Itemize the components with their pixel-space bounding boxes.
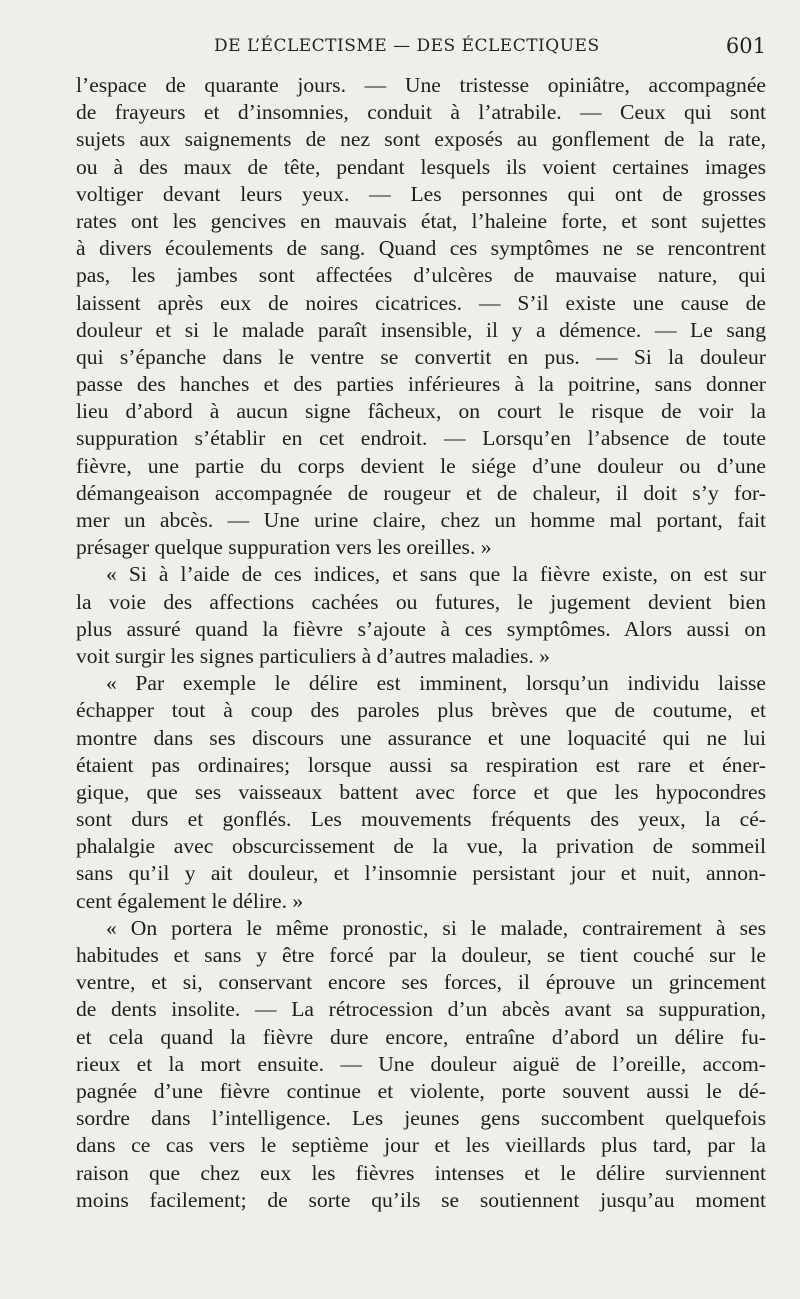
text-line: voltiger devant leurs yeux. — Les personnes qui ont de grosses [76,181,766,206]
text-line: « On portera le même pronostic, si le malade, contrairement à ses [106,915,766,940]
page-number: 601 [725,34,766,58]
text-line: gique, que ses vaisseaux battent avec force et que les hypocondres [76,779,766,804]
running-title: DE L’ÉCLECTISME — DES ÉCLECTIQUES [214,36,600,56]
text-line: sujets aux saignements de nez sont exposés au gonflement de la rate, [76,127,766,152]
text-line: ou à des maux de tête, pendant lesquels ils voient certaines images [76,154,766,179]
text-line: sans qu’il y ait douleur, et l’insomnie persistant jour et nuit, annon- [76,861,766,886]
text-line: passe des hanches et des parties inférieures à la poitrine, sans donner [76,372,766,397]
text-line: habitudes et sans y être forcé par la douleur, se tient couché sur le [76,943,766,967]
text-line: dans ce cas vers le septième jour et les vieillards plus tard, par la [76,1133,766,1158]
text-line: voit surgir les signes particuliers à d’autres maladies. » [76,643,550,668]
text-line: la voie des affections cachées ou futures, le jugement devient bien [76,589,766,614]
text-line: moins facilement; de sorte qu’ils se soutiennent jusqu’au moment [76,1187,766,1212]
text-line: sont durs et gonflés. Les mouvements fréquents des yeux, la cé- [76,807,766,832]
text-line: montre dans ses discours une assurance et une loquacité qui ne lui [76,725,766,750]
text-line: « Si à l’aide de ces indices, et sans que la fièvre existe, on est sur [106,562,766,587]
paragraph [76,670,766,915]
text-line: raison que chez eux les fièvres intenses et le délire surviennent [76,1160,766,1185]
text-line: échapper tout à coup des paroles plus brèves que de coutume, et [76,698,766,723]
text-line: plus assuré quand la fièvre s’ajoute à ces symptômes. Alors aussi on [76,616,766,641]
text-line: sordre dans l’intelligence. Les jeunes gens succombent quelquefois [76,1106,766,1131]
body-text [76,72,766,1214]
text-line: douleur et si le malade paraît insensible, il y a démence. — Le sang [76,317,766,342]
paragraph [76,72,766,561]
text-line: mer un abcès. — Une urine claire, chez un homme mal portant, fait [76,508,766,532]
text-line: démangeaison accompagnée de rougeur et de chaleur, il doit s’y for- [76,480,766,505]
text-line: laissent après eux de noires cicatrices. — S’il existe une cause de [76,290,766,315]
text-line: à divers écoulements de sang. Quand ces symptômes ne se rencontrent [76,236,766,261]
paragraph [76,915,766,1214]
text-line: de frayeurs et d’insomnies, conduit à l’atrabile. — Ceux qui sont [76,100,766,125]
text-line: suppuration s’établir en cet endroit. — Lorsqu’en l’absence de toute [76,426,766,451]
text-line: ventre, et si, conservant encore ses forces, il éprouve un grincement [76,970,766,995]
text-line: qui s’épanche dans le ventre se convertit en pus. — Si la douleur [76,344,766,369]
text-line: rieux et la mort ensuite. — Une douleur aiguë de l’oreille, accom- [76,1051,766,1076]
text-line: étaient pas ordinaires; lorsque aussi sa respiration est rare et éner- [76,752,766,777]
text-line: pas, les jambes sont affectées d’ulcères de mauvaise nature, qui [76,263,766,288]
text-line: pagnée d’une fièvre continue et violente, porte souvent aussi le dé- [76,1078,766,1103]
text-line: l’espace de quarante jours. — Une tristesse opiniâtre, accompagnée [76,73,766,97]
text-line: rates ont les gencives en mauvais état, l’haleine forte, et sont sujettes [76,208,766,233]
text-line: « Par exemple le délire est imminent, lorsqu’un individu laisse [106,671,766,696]
text-line: fièvre, une partie du corps devient le siége d’une douleur ou d’une [76,453,766,478]
paragraph [76,561,766,670]
text-line: phalalgie avec obscurcissement de la vue, la privation de sommeil [76,834,766,859]
text-line: cent également le délire. » [76,888,304,913]
text-line: présager quelque suppuration vers les oreilles. » [76,535,492,560]
text-line: de dents insolite. — La rétrocession d’un abcès avant sa suppuration, [76,997,766,1022]
text-line: et cela quand la fièvre dure encore, entraîne d’abord un délire fu- [76,1024,766,1049]
running-header [80,36,768,64]
text-line: lieu d’abord à aucun signe fâcheux, on court le risque de voir la [76,399,766,424]
